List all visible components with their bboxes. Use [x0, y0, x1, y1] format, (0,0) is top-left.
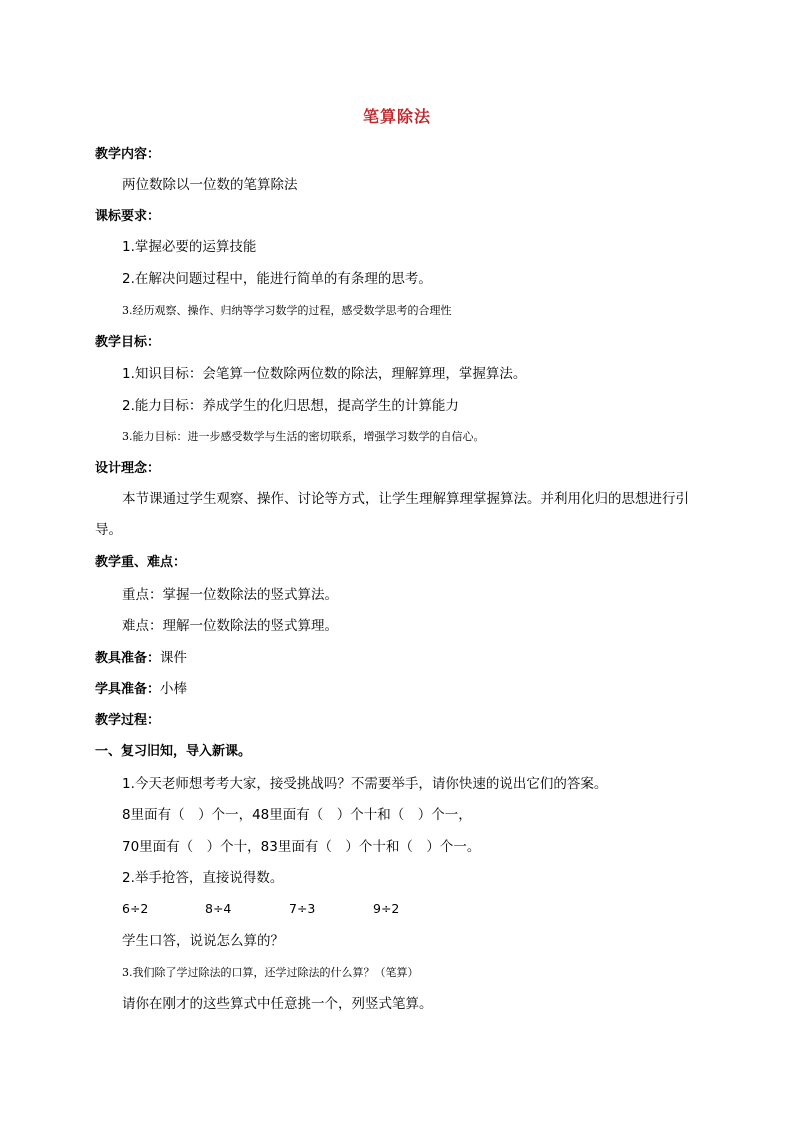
standard-item-3: 3.经历观察、操作、归纳等学习数学的过程，感受数学思考的合理性	[122, 304, 452, 317]
standard-item-2: 2.在解决问题过程中，能进行简单的有条理的思考。	[122, 271, 432, 287]
part1-task: 请你在刚才的这些算式中任意挑一个，列竖式笔算。	[122, 996, 433, 1012]
part1-fill-line-2: 70里面有（ ）个十，83里面有（ ）个十和（ ）个一。	[122, 839, 481, 855]
key-heading: 教学重、难点：	[95, 555, 187, 570]
tools-heading: 教具准备：	[95, 651, 161, 666]
goal-item-1: 1.知识目标：会笔算一位数除两位数的除法，理解算理，掌握算法。	[122, 366, 527, 382]
part1-fill-line-1: 8里面有（ ）个一，48里面有（ ）个十和（ ）个一，	[122, 807, 472, 823]
goal-item-2: 2.能力目标：养成学生的化归思想，提高学生的计算能力	[122, 398, 459, 414]
student-tools-text: 小棒	[160, 681, 188, 697]
content-heading: 教学内容：	[95, 147, 161, 162]
design-paragraph: 本节课通过学生观察、操作、讨论等方式，让学生理解算理掌握算法。并利用化归的思想进行引导。	[95, 491, 689, 538]
tools-text: 课件	[160, 650, 188, 666]
key-point: 重点：掌握一位数除法的竖式算法。	[122, 587, 338, 603]
expression-4: 9÷2	[373, 901, 400, 916]
process-heading: 教学过程：	[95, 713, 161, 728]
difficult-point: 难点：理解一位数除法的竖式算理。	[122, 618, 338, 634]
design-heading: 设计理念：	[95, 461, 161, 476]
document-title: 笔算除法	[362, 107, 431, 126]
content-text: 两位数除以一位数的笔算除法	[122, 177, 298, 193]
student-tools-line	[95, 680, 187, 699]
expression-1: 6÷2	[122, 901, 149, 916]
standard-item-1: 1.掌握必要的运算技能	[122, 239, 257, 255]
goal-heading: 教学目标：	[95, 335, 161, 350]
standard-heading: 课标要求：	[95, 209, 161, 224]
part1-heading: 一、复习旧知，导入新课。	[95, 744, 252, 759]
part1-answer: 学生口答，说说怎么算的？	[122, 933, 284, 949]
expression-2: 8÷4	[205, 901, 232, 916]
part1-question-3: 3.我们除了学过除法的口算，还学过除法的什么算？（笔算）	[122, 966, 419, 979]
tools-line	[95, 649, 187, 668]
part1-question-2: 2.举手抢答，直接说得数。	[122, 870, 284, 886]
student-tools-heading: 学具准备：	[95, 682, 161, 697]
part1-question-1: 1.今天老师想考考大家，接受挑战吗？不需要举手，请你快速的说出它们的答案。	[122, 776, 608, 792]
goal-item-3: 3.能力目标：进一步感受数学与生活的密切联系，增强学习数学的自信心。	[122, 430, 485, 443]
expression-3: 7÷3	[289, 901, 316, 916]
